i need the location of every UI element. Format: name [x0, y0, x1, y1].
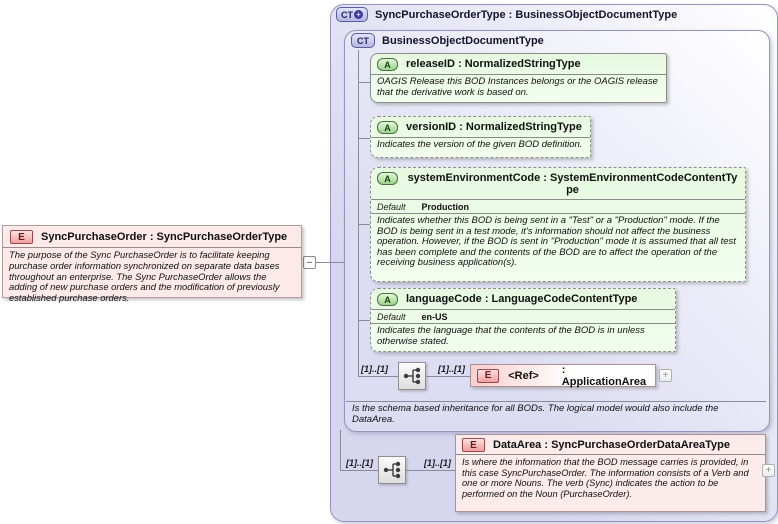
- attribute-releaseID[interactable]: [370, 53, 667, 103]
- default-label: Default: [377, 312, 406, 322]
- cardinality-label: [1]..[1]: [438, 364, 465, 374]
- cardinality-label: [1]..[1]: [424, 458, 451, 468]
- inner-complextype-header: [351, 33, 544, 48]
- attribute-title: systemEnvironmentCode : SystemEnvironmentCodeContentType: [407, 172, 738, 196]
- connector-stub: [358, 138, 370, 139]
- connector-line: [316, 262, 344, 263]
- connector-line: [426, 376, 470, 377]
- attribute-default-row: [371, 199, 745, 213]
- element-ref-type: : ApplicationArea: [561, 363, 647, 388]
- element-icon: E: [462, 438, 485, 452]
- expand-button[interactable]: +: [659, 369, 672, 382]
- connector-stub: [358, 320, 370, 321]
- default-value: en-US: [421, 312, 448, 322]
- inner-footer-separator: [346, 401, 766, 402]
- default-label: Default: [377, 202, 406, 212]
- element-title: DataArea : SyncPurchaseOrderDataAreaType: [493, 439, 731, 451]
- cardinality-label: [1]..[1]: [361, 364, 388, 374]
- connector-stub: [358, 82, 370, 83]
- attribute-title: versionID : NormalizedStringType: [406, 121, 582, 133]
- sequence-icon[interactable]: [378, 456, 406, 484]
- sequence-glyph: [382, 460, 402, 480]
- inner-container-doc: Is the schema based inheritance for all BODs. The logical model would also include the DataArea.: [352, 403, 719, 425]
- plus-circle-icon: +: [354, 10, 363, 19]
- attribute-systemEnvironmentCode[interactable]: [370, 167, 746, 282]
- cardinality-label: [1]..[1]: [346, 458, 373, 468]
- attribute-doc: Indicates whether this BOD is being sent in a "Test" or a "Production" mode. If the BOD is being sent in a test mode, it's information should not affect the business operation. However, if the BOD is sent in "Production" mode it is assumed that all test has been complete and the contents of the BOD are to affect the operation of the receiving business application(s).: [371, 213, 745, 272]
- expand-button[interactable]: +: [762, 464, 775, 477]
- element-dataarea[interactable]: [455, 434, 766, 512]
- complextype-derived-icon: CT +: [336, 7, 368, 22]
- attribute-trunk-line: [358, 50, 359, 376]
- sequence-glyph: [402, 366, 422, 386]
- default-value: Production: [421, 202, 470, 212]
- connector-line: [358, 376, 398, 377]
- element-doc: The purpose of the Sync PurchaseOrder is to facilitate keeping purchase order information synchronized on separate data bases throughout an enterprise. The Sync PurchaseOrder allows the adding of new purchase orders and the modification of previously established purchase orders.: [3, 247, 301, 307]
- outer-complextype-title: SyncPurchaseOrderType : BusinessObjectDocumentType: [375, 8, 678, 21]
- attribute-icon: A: [377, 121, 398, 134]
- sequence-icon[interactable]: [398, 362, 426, 390]
- attribute-icon: A: [377, 172, 398, 185]
- attribute-doc: Indicates the version of the given BOD definition.: [371, 137, 590, 154]
- connector-line: [340, 430, 341, 470]
- attribute-icon: A: [377, 293, 398, 306]
- attribute-doc: OAGIS Release this BOD Instances belongs or the OAGIS release that the derivative work is based on.: [371, 74, 666, 101]
- element-syncpurchaseorder[interactable]: [2, 225, 302, 304]
- element-icon: E: [10, 230, 33, 244]
- element-applicationarea-ref[interactable]: [470, 364, 656, 387]
- attribute-title: languageCode : LanguageCodeContentType: [406, 293, 638, 305]
- connector-line: [340, 470, 378, 471]
- attribute-doc: Indicates the language that the contents of the BOD is in unless otherwise stated.: [371, 323, 675, 350]
- attribute-versionID[interactable]: [370, 116, 591, 158]
- collapse-toggle[interactable]: −: [303, 256, 316, 269]
- inner-complextype-title: BusinessObjectDocumentType: [382, 34, 544, 47]
- attribute-title: releaseID : NormalizedStringType: [406, 58, 581, 70]
- connector-stub: [358, 224, 370, 225]
- element-ref-name: <Ref>: [508, 369, 539, 382]
- attribute-languageCode[interactable]: [370, 288, 676, 352]
- attribute-default-row: [371, 309, 675, 323]
- element-title: SyncPurchaseOrder : SyncPurchaseOrderType: [41, 231, 288, 243]
- outer-complextype-header: [336, 7, 677, 22]
- complextype-icon: CT: [351, 33, 375, 48]
- attribute-icon: A: [377, 58, 398, 71]
- connector-line: [406, 470, 455, 471]
- element-doc: Is where the information that the BOD message carries is provided, in this case SyncPurchaseOrder. The information consists of a Verb and one or more Nouns. The verb (Sync) indicates the action to be performed on the Noun (PurchaseOrder).: [456, 454, 765, 502]
- element-icon: E: [477, 369, 499, 383]
